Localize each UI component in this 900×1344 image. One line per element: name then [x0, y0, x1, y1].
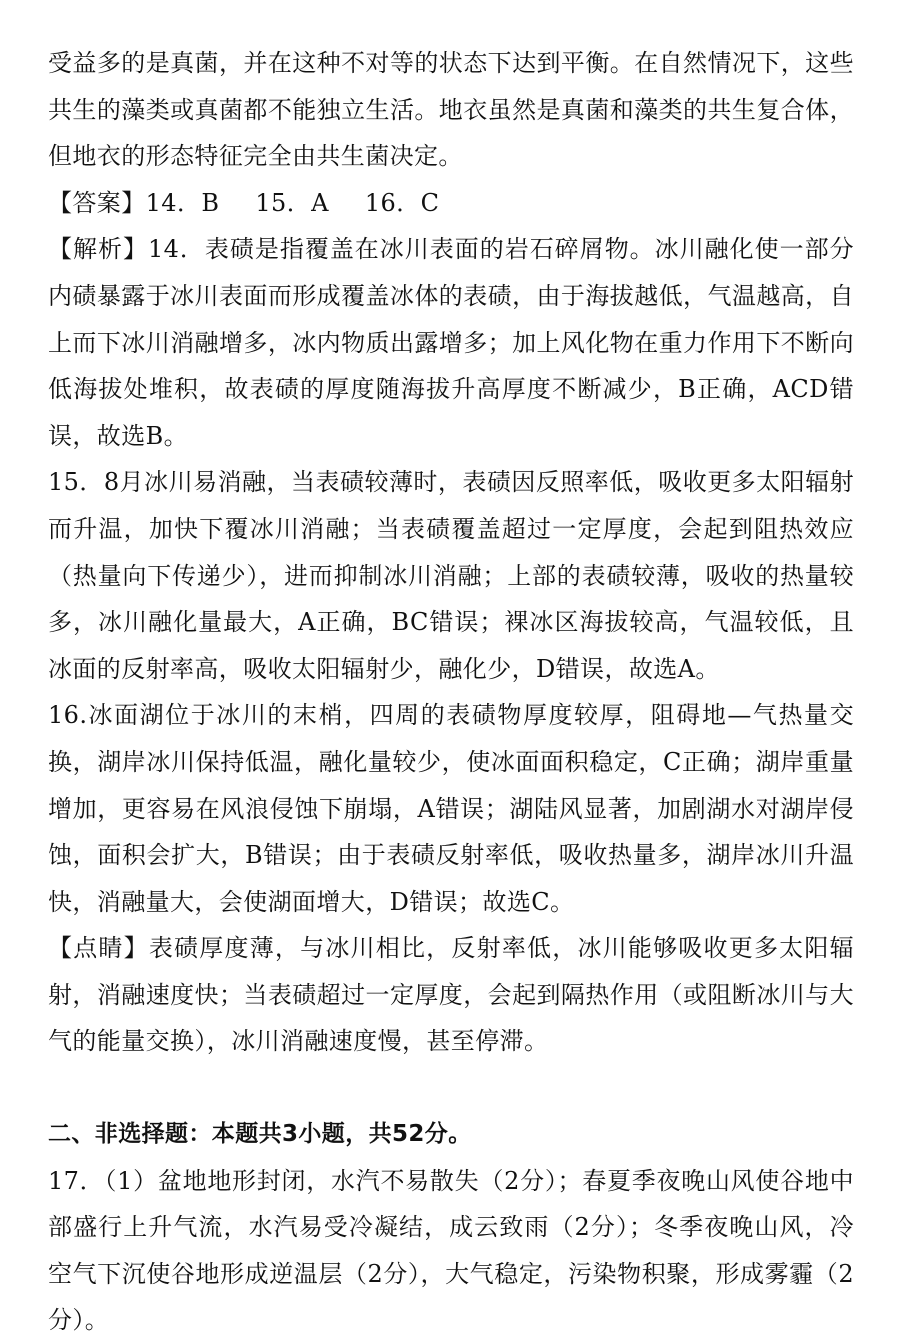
section-heading: 二、非选择题：本题共3小题，共52分。 — [48, 1121, 472, 1148]
question-17-paragraph: 17．（1）盆地地形封闭，水汽不易散失（2分）；春夏季夜晚山风使谷地中部盛行上升气流，水汽易受冷凝结，成云致雨（2分）；冬季夜晚山风，冷空气下沉使谷地形成逆温层（2分），大气稳定，污染物积聚，形成雾霾（2分）。 — [48, 1166, 854, 1335]
answer-16: 16．C — [364, 188, 440, 217]
analysis-16-paragraph: 16.冰面湖位于冰川的末梢，四周的表碛物厚度较厚，阻碍地—气热量交换，湖岸冰川保持低温，融化量较少，使冰面面积稳定，C正确；湖岸重量增加，更容易在风浪侵蚀下崩塌，A错误；湖陆风显著，加剧湖水对湖岸侵蚀，面积会扩大，B错误；由于表碛反射率低，吸收热量多，湖岸冰川升温快，消融量大，会使湖面增大，D错误；故选C。 — [48, 701, 854, 916]
intro-paragraph: 受益多的是真菌，并在这种不对等的状态下达到平衡。在自然情况下，这些共生的藻类或真菌都不能独立生活。地衣虽然是真菌和藻类的共生复合体，但地衣的形态特征完全由共生菌决定。 — [48, 49, 854, 171]
analysis-14-paragraph: 【解析】14．表碛是指覆盖在冰川表面的岩石碎屑物。冰川融化使一部分内碛暴露于冰川表面而形成覆盖冰体的表碛，由于海拔越低，气温越高，自上而下冰川消融增多，冰内物质出露增多；加上风化物在重力作用下不断向低海拔处堆积，故表碛的厚度随海拔升高厚度不断减少，B正确，ACD错误，故选B。 — [48, 235, 854, 450]
answer-line — [48, 180, 854, 227]
answer-14: 14．B — [145, 188, 220, 217]
document-page — [48, 40, 854, 1344]
key-point-paragraph: 【点睛】表碛厚度薄，与冰川相比，反射率低，冰川能够吸收更多太阳辐射，消融速度快；当表碛超过一定厚度，会起到隔热作用（或阻断冰川与大气的能量交换），冰川消融速度慢，甚至停滞。 — [48, 934, 854, 1056]
analysis-15-paragraph: 15．8月冰川易消融，当表碛较薄时，表碛因反照率低，吸收更多太阳辐射而升温，加快下覆冰川消融；当表碛覆盖超过一定厚度，会起到阻热效应（热量向下传递少），进而抑制冰川消融；上部的表碛较薄，吸收的热量较多，冰川融化量最大，A正确，BC错误；裸冰区海拔较高，气温较低，且冰面的反射率高，吸收太阳辐射少，融化少，D错误，故选A。 — [48, 468, 854, 683]
answer-label: 【答案】 — [48, 188, 146, 217]
answer-15: 15．A — [255, 188, 329, 217]
section-spacer — [48, 1065, 854, 1111]
